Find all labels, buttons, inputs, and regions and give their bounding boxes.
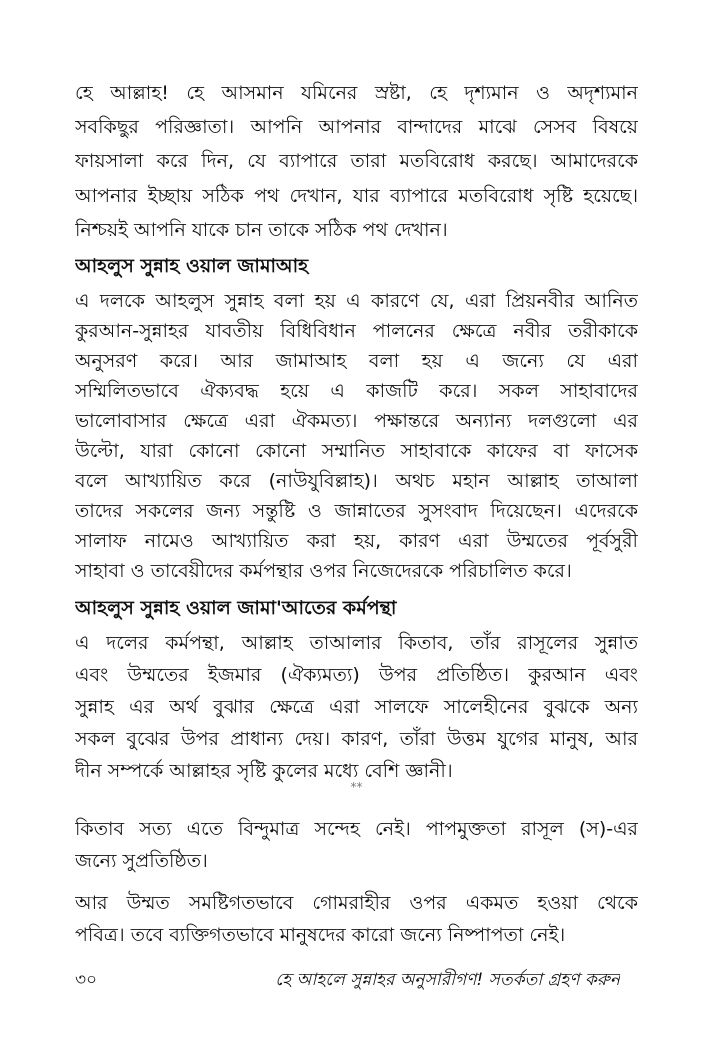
section-heading: আহলুস সুন্নাহ ওয়াল জামাআহ [75,255,309,277]
text-line: সবকিছুর পরিজ্ঞাতা। আপনি আপনার বান্দাদের মাঝে সেসব বিষয়ে [75,116,638,138]
text-line: হে আল্লাহ! হে আসমান যমিনের স্রষ্টা, হে দৃশ্যমান ও অদৃশ্যমান [75,82,638,104]
text-line: উল্টো, যারা কোনো কোনো সম্মানিত সাহাবাকে কাফের বা ফাসেক [75,440,638,462]
text-line: এবং উম্মতের ইজমার (ঐক্যমত্য) উপর প্রতিষ্ঠিত। কুরআন এবং [75,664,638,686]
text-line: আর উম্মত সমষ্টিগতভাবে গোমরাহীর ওপর একমত হওয়া থেকে [75,892,638,914]
text-line: জন্যে সুপ্রতিষ্ঠিত। [75,850,208,872]
text-line: তাদের সকলের জন্য সন্তুষ্টি ও জান্নাতের সুসংবাদ দিয়েছেন। এদেরকে [75,500,638,522]
text-line: বলে আখ্যায়িত করে (নাউযুবিল্লাহ)। অথচ মহান আল্লাহ তাআলা [75,470,638,492]
text-line: নিশ্চয়ই আপনি যাকে চান তাকে সঠিক পথ দেখান। [75,219,448,241]
text-line: পবিত্র। তবে ব্যক্তিগতভাবে মানুষদের কারো জন্যে নিষ্পাপতা নেই। [75,924,566,946]
text-line: ভালোবাসার ক্ষেত্রে এরা ঐকমত্য। পক্ষান্তরে অন্যান্য দলগুলো এর [75,410,638,432]
text-line: কুরআন-সুন্নাহর যাবতীয় বিধিবিধান পালনের ক্ষেত্রে নবীর তরীকাকে [75,320,638,342]
text-line: এ দলের কর্মপন্থা, আল্লাহ তাআলার কিতাব, তাঁর রাসূলের সুন্নাত [75,632,638,654]
text-line: এ দলকে আহলুস সুন্নাহ বলা হয় এ কারণে যে, এরা প্রিয়নবীর আনিত [75,290,638,312]
text-line: আপনার ইচ্ছায় সঠিক পথ দেখান, যার ব্যাপারে মতবিরোধ সৃষ্টি হয়েছে। [75,185,638,207]
text-line: সম্মিলিতভাবে ঐক্যবদ্ধ হয়ে এ কাজটি করে। সকল সাহাবাদের [75,380,638,402]
text-line: দীন সম্পর্কে আল্লাহর সৃষ্টি কুলের মধ্যে বেশি জ্ঞানী। [75,760,453,782]
text-line: ফায়সালা করে দিন, যে ব্যাপারে তারা মতবিরোধ করছে। আমাদেরকে [75,150,638,172]
text-line: সুন্নাহ এর অর্থ বুঝার ক্ষেত্রে এরা সালফে সালেহীনের বুঝকে অন্য [75,696,638,718]
section-heading: আহলুস সুন্নাহ ওয়াল জামা'আতের কর্মপন্থা [75,597,397,619]
text-line: সকল বুঝের উপর প্রাধান্য দেয়। কারণ, তাঁরা উত্তম যুগের মানুষ, আর [75,728,638,750]
text-line: সালাফ নামেও আখ্যায়িত করা হয়, কারণ এরা উম্মতের পূর্বসুরী [75,530,638,552]
section-separator: ** [350,780,363,794]
text-line: সাহাবা ও তাবেয়ীদের কর্মপন্থার ওপর নিজেদেরকে পরিচালিত করে। [75,560,572,582]
text-line: কিতাব সত্য এতে বিন্দুমাত্র সন্দেহ নেই। পাপমুক্ততা রাসূল (স)-এর [75,818,638,840]
running-title: হে আহলে সুন্নাহর অনুসারীগণ! সতর্কতা গ্রহণ করুন [275,970,620,990]
text-line: অনুসরণ করে। আর জামাআহ বলা হয় এ জন্যে যে এরা [75,350,638,372]
page-number: ৩০ [75,970,98,990]
